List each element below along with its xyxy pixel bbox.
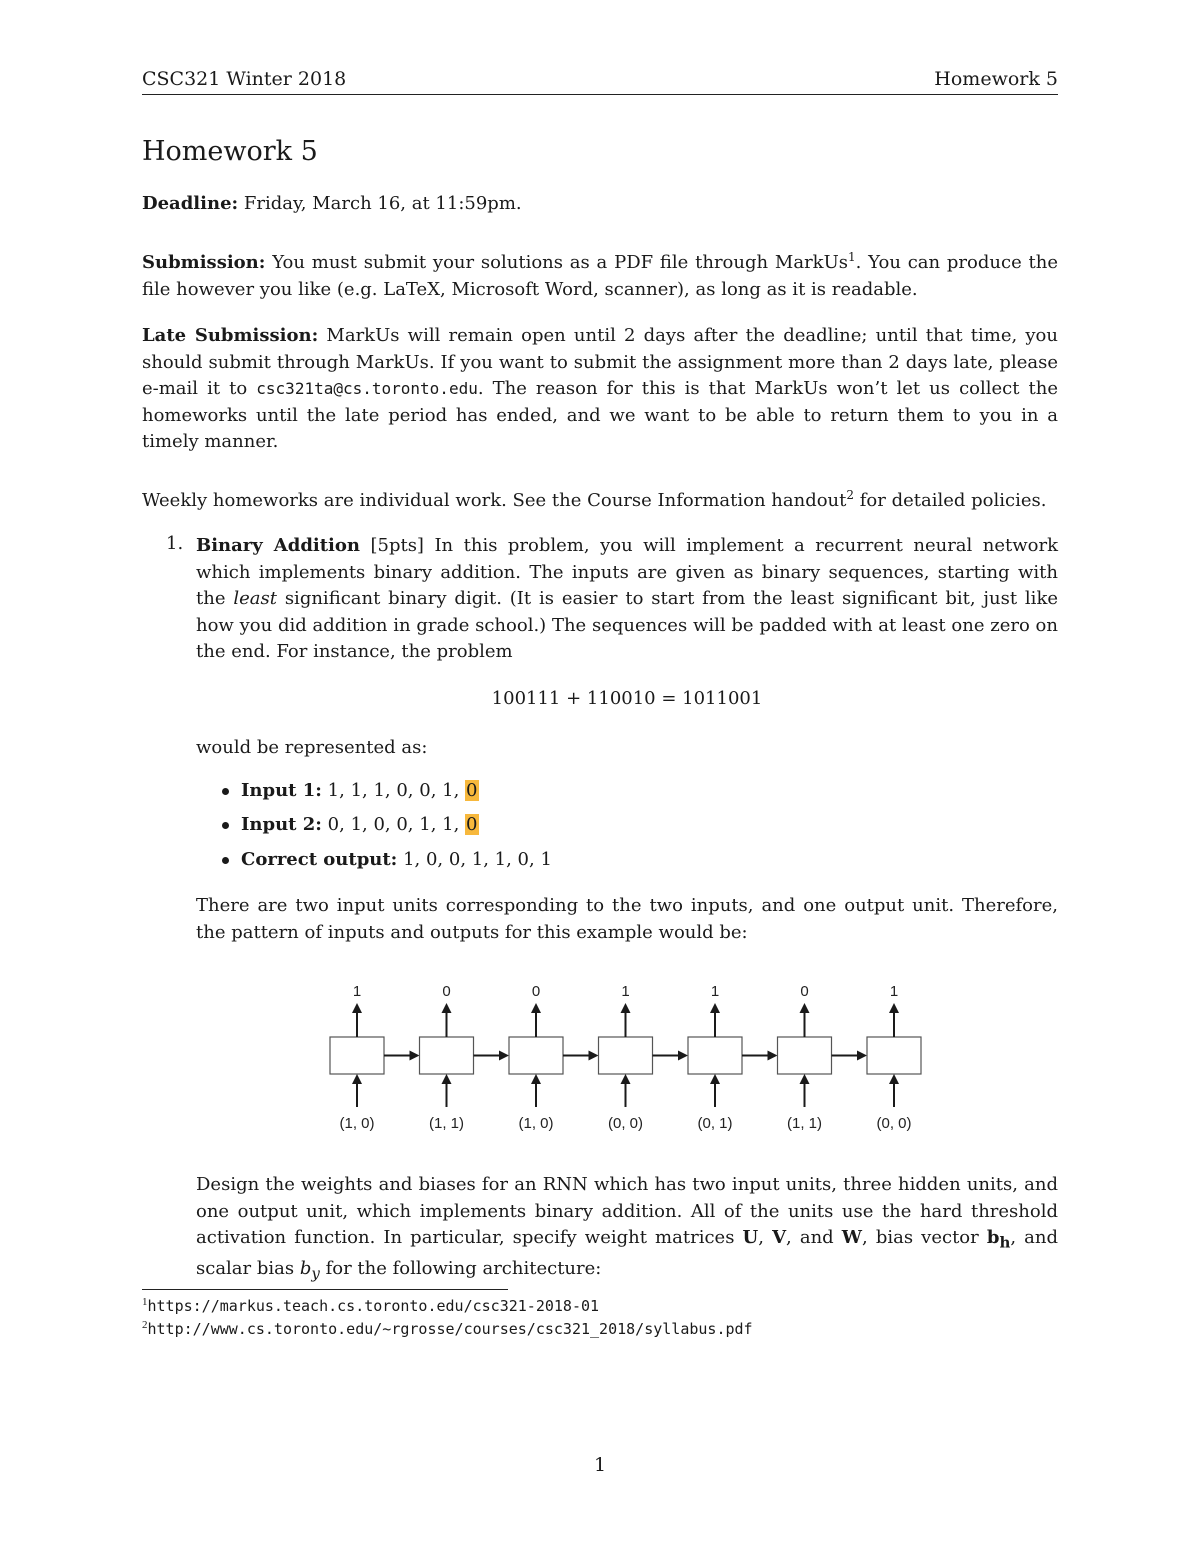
output-label: 0 — [442, 983, 451, 1000]
deadline-label: Deadline: — [142, 193, 239, 214]
bullet-label: Correct output: — [241, 849, 398, 870]
footnote-ref-1: 1 — [848, 250, 856, 264]
example-equation: 100111 + 110010 = 1011001 — [491, 688, 763, 709]
bullet-input-2 — [222, 814, 479, 835]
output-label: 1 — [352, 983, 362, 1000]
bullet-label: Input 2: — [241, 814, 322, 835]
design-sep-1: , — [758, 1227, 773, 1248]
matrix-U: U — [742, 1227, 759, 1248]
represented-text: would be represented as: — [196, 737, 428, 758]
problem-emphasis: least — [233, 588, 277, 609]
input-label: (1, 1) — [786, 1115, 823, 1132]
matrix-V: V — [772, 1227, 787, 1248]
problem-text-1: In this problem, you will implement a recurrent neural network which implements binary addition. The inputs are given as binary sequences, starting with the — [196, 535, 1058, 609]
footnote-rule — [142, 1289, 508, 1290]
deadline-paragraph — [142, 191, 1058, 218]
weekly-text-2: for detailed policies. — [854, 490, 1047, 511]
footnote-2-marker: 2 — [142, 1319, 148, 1331]
input-label: (1, 0) — [518, 1115, 554, 1132]
header-rule — [142, 94, 1058, 95]
footnote-ref-2: 2 — [846, 488, 855, 502]
bullet-correct-output — [222, 849, 552, 870]
bias-vector-b: b — [986, 1227, 1000, 1248]
design-sep-2: , and — [786, 1227, 842, 1248]
bullet-dot — [222, 788, 229, 795]
problem-statement — [196, 533, 1058, 666]
input-label: (0, 0) — [607, 1115, 644, 1132]
matrix-W: W — [841, 1227, 863, 1248]
page-number: 1 — [593, 1454, 607, 1476]
bullet-values: 1, 1, 1, 0, 0, 1, — [327, 780, 466, 801]
bullet-label: Input 1: — [241, 780, 322, 801]
input-label: (0, 0) — [876, 1115, 912, 1132]
output-label: 1 — [621, 983, 630, 1000]
output-label: 1 — [710, 983, 720, 1000]
problem-title: Binary Addition — [196, 535, 360, 556]
input-label: (0, 1) — [697, 1115, 733, 1132]
scalar-bias-subscript: y — [311, 1264, 320, 1283]
late-text-2: . The reason for this is that MarkUs won’t let us collect the homeworks until the late period has ended, and we want to be able to return them to you in a timely manner. — [142, 378, 1058, 452]
deadline-text: Friday, March 16, at 11:59pm. — [243, 193, 522, 214]
bullet-dot — [222, 857, 229, 864]
hidden-unit-box — [420, 1037, 474, 1074]
footnote-2 — [142, 1319, 753, 1338]
design-text-1: Design the weights and biases for an RNN which has two input units, three hidden units, and one output unit, which implements binary addition. All of the units use the hard threshold activation function. In particular, specify weight matrices — [196, 1174, 1058, 1248]
late-submission-paragraph — [142, 323, 1058, 456]
footnote-1 — [142, 1296, 599, 1315]
problem-text-2: significant binary digit. (It is easier to start from the least significant bit, just like how you did addition in grade school.) The sequences will be padded with at least one zero on the end. For instance, the problem — [196, 588, 1059, 662]
bullet-values: 0, 1, 0, 0, 1, 1, — [327, 814, 466, 835]
output-last-digit: 1 — [540, 849, 552, 870]
footnote-1-marker: 1 — [142, 1296, 148, 1308]
bullet-input-1 — [222, 780, 479, 801]
submission-paragraph — [142, 244, 1058, 303]
input-label: (1, 1) — [428, 1115, 465, 1132]
bullet-values: 1, 0, 0, 1, 1, 0, — [403, 849, 541, 870]
rnn-unrolled-diagram — [300, 975, 960, 1140]
design-text-4: for the following architecture: — [319, 1258, 602, 1280]
units-paragraph: There are two input units corresponding to the two inputs, and one output unit. Therefore, the pattern of inputs and outputs for this example would be: — [196, 895, 1058, 943]
hidden-unit-box — [778, 1037, 832, 1074]
bullet-dot — [222, 822, 229, 829]
running-header-course: CSC321 Winter 2018 — [142, 68, 347, 90]
design-paragraph — [196, 1172, 1058, 1287]
submission-label: Submission: — [142, 252, 266, 273]
highlighted-padding-digit: 0 — [466, 780, 478, 801]
submission-text-1: You must submit your solutions as a PDF file through MarkUs — [272, 252, 848, 273]
output-label: 0 — [800, 983, 809, 1000]
weekly-text-1: Weekly homeworks are individual work. See the Course Information handout — [142, 490, 847, 511]
highlighted-padding-digit: 0 — [466, 814, 478, 835]
design-text-2: , bias vector — [862, 1227, 987, 1248]
page-title: Homework 5 — [142, 136, 318, 167]
late-submission-label: Late Submission: — [142, 325, 319, 346]
output-label: 1 — [889, 983, 899, 1000]
hidden-unit-box — [599, 1037, 653, 1074]
hidden-unit-box — [867, 1037, 921, 1074]
hidden-unit-box — [688, 1037, 742, 1074]
design-text-3: , and scalar bias — [196, 1227, 1059, 1280]
hidden-unit-box — [509, 1037, 563, 1074]
ta-email-link[interactable]: csc321ta@cs.toronto.edu — [256, 379, 478, 398]
running-header-title: Homework 5 — [934, 68, 1058, 90]
output-label: 0 — [531, 983, 541, 1000]
footnote-2-url[interactable]: http://www.cs.toronto.edu/~rgrosse/courses/csc321_2018/syllabus.pdf — [147, 1320, 753, 1338]
scalar-bias-b: b — [299, 1258, 312, 1280]
input-label: (1, 0) — [339, 1115, 375, 1132]
hidden-unit-box — [330, 1037, 384, 1074]
footnote-1-url[interactable]: https://markus.teach.cs.toronto.edu/csc321-2018-01 — [147, 1297, 600, 1315]
late-text-1: MarkUs will remain open until 2 days after the deadline; until that time, you should submit through MarkUs. If you want to submit the assignment more than 2 days late, please e-mail it to — [142, 325, 1058, 399]
problem-number: 1. — [166, 533, 184, 554]
submission-text-2: . You can produce the file however you like (e.g. LaTeX, Microsoft Word, scanner), as long as it is readable. — [142, 252, 1059, 300]
bias-vector-subscript: h — [999, 1233, 1011, 1252]
problem-points: [5pts] — [370, 535, 424, 556]
weekly-paragraph — [142, 482, 1058, 515]
